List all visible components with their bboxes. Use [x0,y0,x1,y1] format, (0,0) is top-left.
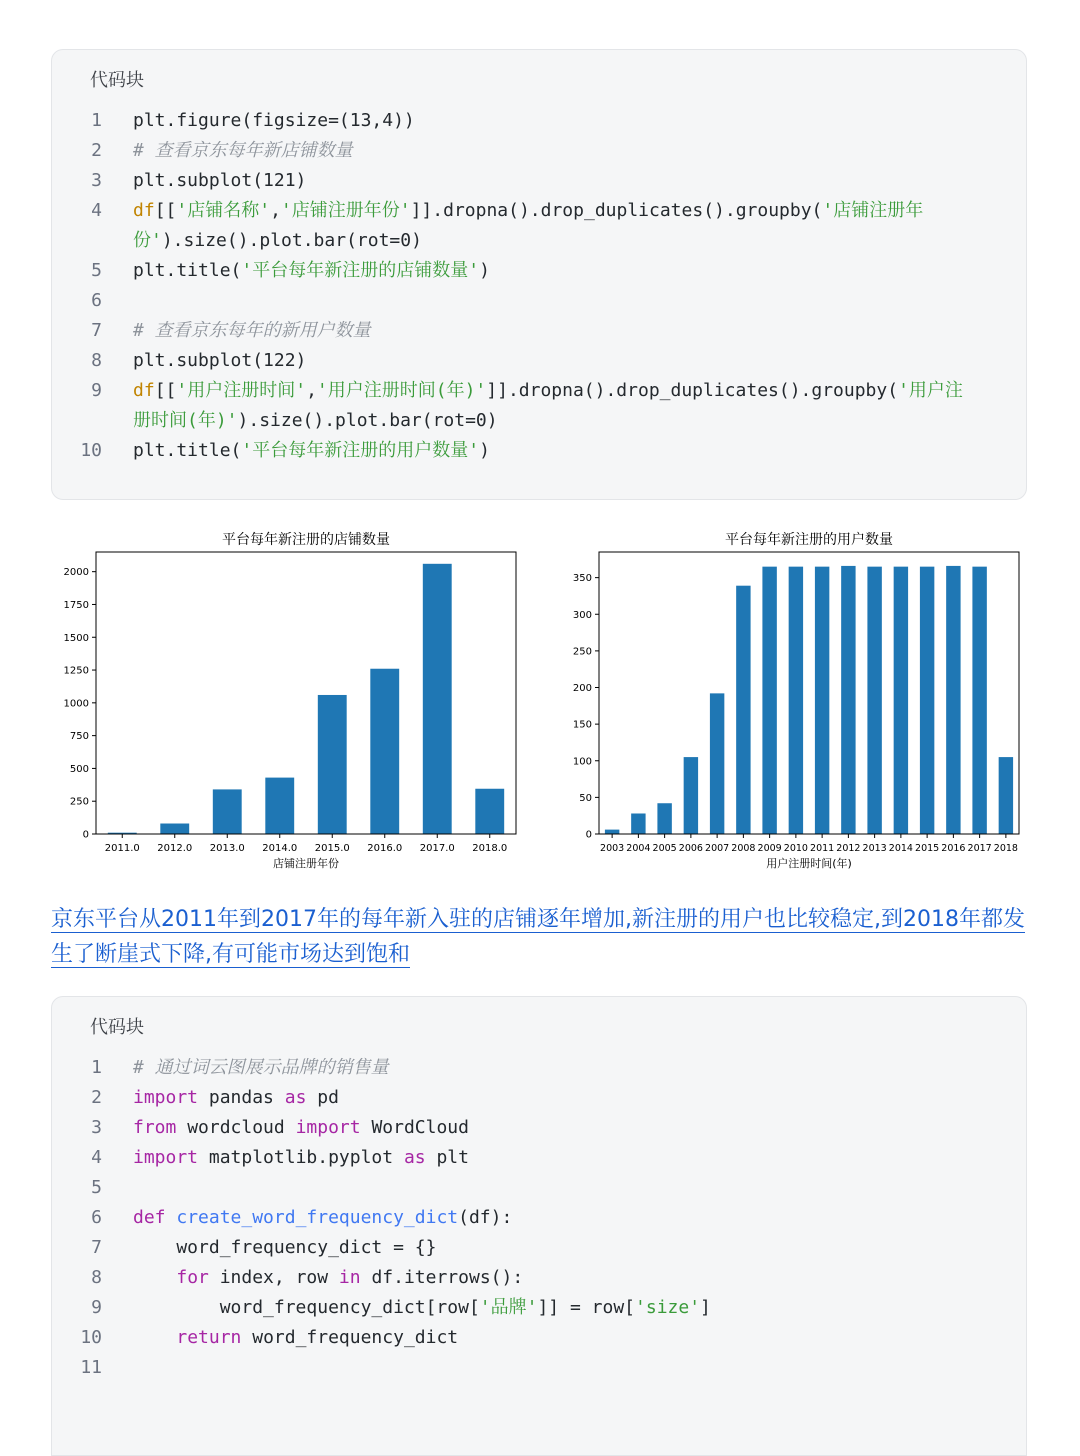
line-number: 10 [80,440,102,461]
code-token: # 查看京东每年新店铺数量 [133,140,353,161]
code-token: import [133,1087,199,1108]
code-token: in [338,1267,361,1288]
y-tick-label: 250 [69,796,89,808]
y-tick-label: 350 [572,573,592,585]
code-token: '品牌' [479,1297,538,1318]
x-tick-label: 2003 [600,843,625,854]
code-text [133,1113,469,1143]
code-block [51,49,1027,500]
code-block-2 [51,996,1027,1456]
y-tick-label: 0 [585,829,592,841]
line-number: 2 [91,140,102,161]
bar-2010 [789,567,803,834]
code-text [133,346,306,376]
code-token: (df): [458,1207,513,1228]
code-text [133,196,923,226]
code-token: plt.title( [133,440,242,461]
code-token: word_frequency_dict = {} [133,1237,437,1258]
bar-2012 [841,566,855,834]
code-token: ]].dropna().drop_duplicates().groupby( [486,380,899,401]
code-text [133,1323,458,1353]
code-block-label: 代码块 [90,1017,144,1038]
bar-2008 [736,586,750,834]
x-tick-label: 2005 [652,843,677,854]
line-number: 5 [91,1177,102,1198]
x-tick-label: 2015.0 [314,843,350,854]
y-tick-label: 250 [572,646,592,658]
code-token [133,1267,176,1288]
bar-2006 [684,757,698,834]
code-token: index, row [208,1267,339,1288]
code-token: '用户注册时间(年)' [316,380,487,401]
code-token: WordCloud [360,1117,469,1138]
bar-2016.0 [370,669,399,834]
bar-2009 [762,567,776,834]
x-tick-label: 2016 [941,843,966,854]
chart-title: 平台每年新注册的店铺数量 [222,532,390,548]
code-text [133,1143,469,1173]
code-token: 份' [133,230,162,251]
code-token: wordcloud [176,1117,296,1138]
code-token: pd [306,1087,339,1108]
y-tick-label: 100 [572,756,592,768]
x-tick-label: 2016.0 [367,843,403,854]
code-token: ] [700,1297,711,1318]
code-token: [[ [154,200,177,221]
code-token: return [176,1327,242,1348]
code-text [133,1203,512,1233]
bar-2003 [605,830,619,834]
line-number: 6 [91,1207,102,1228]
bar-2014.0 [265,778,294,834]
x-tick-label: 2017 [967,843,992,854]
x-tick-label: 2014.0 [262,843,298,854]
code-token: ) [479,440,490,461]
code-token: def [133,1207,166,1228]
code-text [133,1233,436,1263]
x-tick-label: 2006 [678,843,703,854]
line-number: 7 [91,320,102,341]
code-token: for [176,1267,209,1288]
bar-2016 [946,566,960,834]
code-text [133,226,422,256]
code-text [133,376,963,406]
code-text [133,1083,339,1113]
code-token: plt.figure(figsize=(13,4)) [133,110,415,131]
bar-2018.0 [475,789,504,834]
y-tick-label: 1750 [63,599,89,611]
x-tick-label: 2009 [757,843,782,854]
x-tick-label: 2014 [888,843,913,854]
code-token: word_frequency_dict [241,1327,459,1348]
code-token: '店铺注册年 [822,200,924,221]
code-token: df.iterrows(): [360,1267,524,1288]
code-token: ).size().plot.bar(rot=0) [161,230,422,251]
code-text [133,256,490,286]
bar-2007 [710,693,724,834]
line-number: 8 [91,350,102,371]
code-text [133,136,353,166]
code-token: '平台每年新注册的店铺数量' [241,260,480,281]
x-axis-label: 用户注册时间(年) [766,857,852,870]
code-token: '用户注册时间' [176,380,307,401]
line-number: 9 [91,1297,102,1318]
x-tick-label: 2012 [836,843,861,854]
code-token: , [270,200,281,221]
code-text [133,406,498,436]
line-number: 3 [91,1117,102,1138]
y-tick-label: 750 [69,731,89,743]
x-tick-label: 2013 [862,843,887,854]
code-token: [[ [154,380,177,401]
x-tick-label: 2010 [783,843,808,854]
line-number: 2 [91,1087,102,1108]
summary-text[interactable] [51,902,1027,972]
line-number: 8 [91,1267,102,1288]
code-token: import [133,1147,199,1168]
code-token: plt.subplot(122) [133,350,307,371]
x-tick-label: 2011.0 [104,843,140,854]
y-tick-label: 500 [69,763,89,775]
x-tick-label: 2018.0 [472,843,508,854]
line-number: 9 [91,380,102,401]
x-tick-label: 2011 [810,843,835,854]
code-token: 册时间(年)' [133,410,238,431]
x-axis-label: 店铺注册年份 [273,857,339,870]
y-tick-label: 300 [572,609,592,621]
code-token: plt [425,1147,469,1168]
x-tick-label: 2017.0 [419,843,455,854]
code-token [166,1207,177,1228]
code-token: ).size().plot.bar(rot=0) [237,410,498,431]
code-text [133,1293,711,1323]
code-token: pandas [198,1087,285,1108]
y-tick-label: 1000 [63,698,89,710]
code-token [133,1327,176,1348]
x-tick-label: 2008 [731,843,756,854]
line-number: 5 [91,260,102,281]
bar-2018 [999,757,1013,834]
code-token: df [133,380,155,401]
y-tick-label: 0 [82,829,89,841]
bar-2011 [815,567,829,834]
line-number: 1 [91,1057,102,1078]
bar-2004 [631,813,645,834]
line-number: 1 [91,110,102,131]
code-token: ]] = row[ [537,1297,636,1318]
y-tick-label: 1250 [63,665,89,677]
code-token: '用户注 [898,380,963,401]
bar-2013 [867,567,881,834]
user-registrations-chart [560,520,1050,880]
code-token: create_word_frequency_dict [176,1207,459,1228]
bar-2013.0 [213,789,242,834]
code-token: as [403,1147,426,1168]
x-tick-label: 2015 [915,843,940,854]
bar-2015.0 [318,695,347,834]
line-number: 7 [91,1237,102,1258]
code-token: ) [479,260,490,281]
code-token: df [133,200,155,221]
code-token: '店铺名称' [176,200,271,221]
x-tick-label: 2004 [626,843,651,854]
line-number: 3 [91,170,102,191]
x-tick-label: 2013.0 [209,843,245,854]
bar-2005 [657,803,671,834]
y-tick-label: 1500 [63,632,89,644]
x-tick-label: 2012.0 [157,843,193,854]
bar-2015 [920,567,934,834]
code-token: '平台每年新注册的用户数量' [241,440,480,461]
code-token: as [284,1087,307,1108]
code-token: , [306,380,317,401]
code-token: plt.subplot(121) [133,170,307,191]
code-token: 'size' [635,1297,701,1318]
code-token: from [133,1117,177,1138]
code-block-label: 代码块 [90,70,144,91]
x-tick-label: 2018 [993,843,1018,854]
y-tick-label: 150 [572,719,592,731]
code-token: matplotlib.pyplot [198,1147,404,1168]
y-tick-label: 2000 [63,567,89,579]
y-tick-label: 50 [579,792,592,804]
code-text [133,316,371,346]
y-tick-label: 200 [572,683,592,695]
code-token: plt.title( [133,260,242,281]
code-text [133,166,306,196]
x-tick-label: 2007 [705,843,730,854]
bar-2014 [894,567,908,834]
store-registrations-chart [40,520,560,880]
line-number: 6 [91,290,102,311]
code-token: ]].dropna().drop_duplicates().groupby( [410,200,823,221]
line-number: 11 [80,1357,102,1378]
plot-frame [96,552,516,834]
code-token: '店铺注册年份' [280,200,411,221]
chart-title: 平台每年新注册的用户数量 [725,532,893,548]
code-text [133,106,415,136]
code-token: import [295,1117,361,1138]
summary-text-content: 京东平台从2011年到2017年的每年新入驻的店铺逐年增加,新注册的用户也比较稳定,到2018年都发生了断崖式下降,有可能市场达到饱和 [51,907,1025,967]
bar-2012.0 [160,824,189,834]
code-text [133,1263,523,1293]
code-token: word_frequency_dict[row[ [133,1297,480,1318]
line-number: 4 [91,200,102,221]
bar-2017.0 [423,564,452,834]
code-token: # 通过词云图展示品牌的销售量 [133,1057,389,1078]
bar-2017 [972,567,986,834]
line-number: 10 [80,1327,102,1348]
line-number: 4 [91,1147,102,1168]
code-text [133,1053,389,1083]
code-token: # 查看京东每年的新用户数量 [133,320,371,341]
code-text [133,436,490,466]
